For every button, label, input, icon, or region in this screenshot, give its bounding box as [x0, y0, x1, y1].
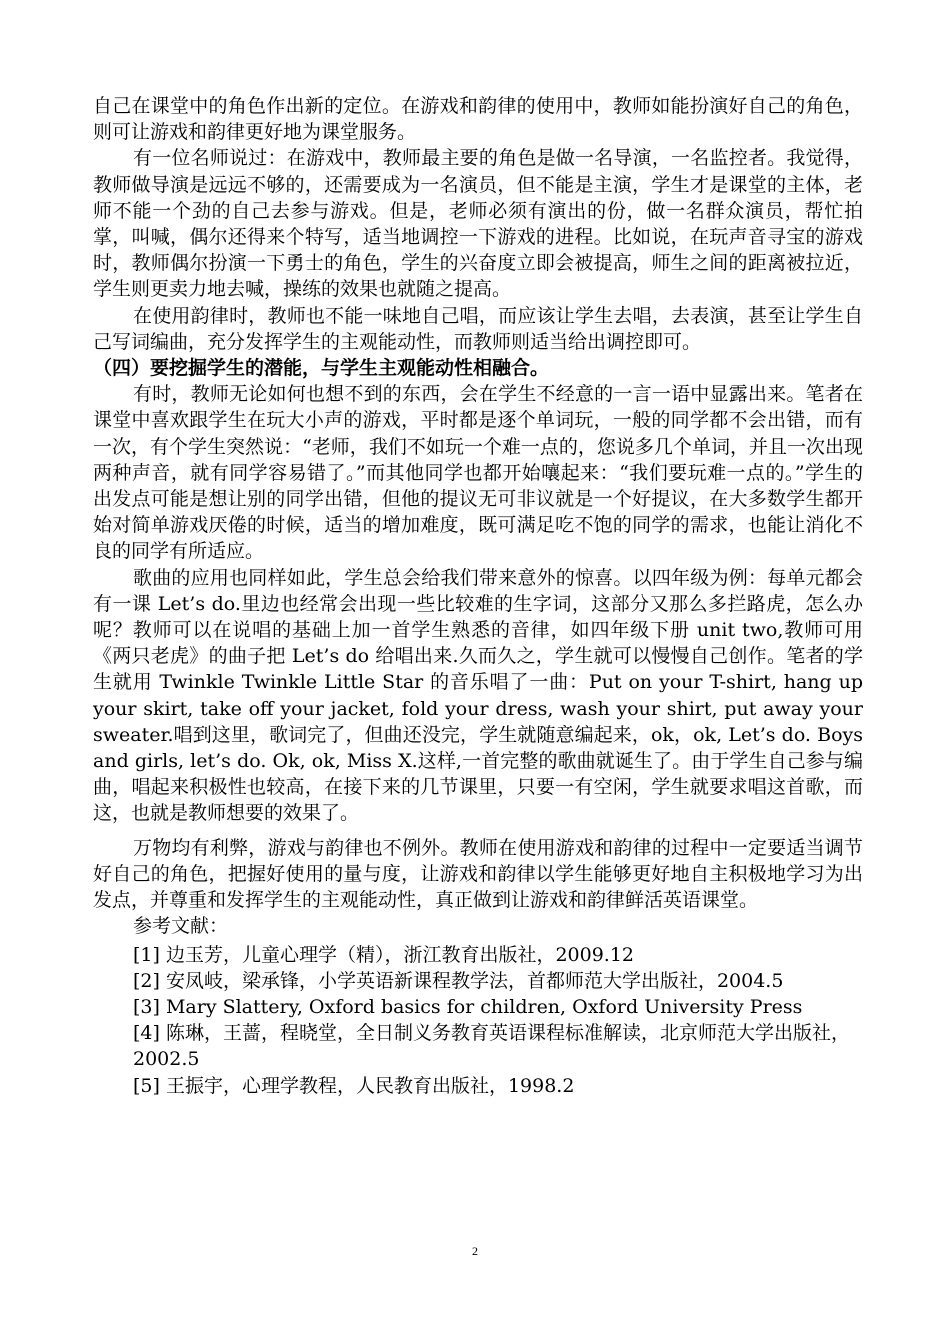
reference-item: [4] 陈琳，王蔷，程晓堂，全日制义务教育英语课程标准解读，北京师范大学出版社，2002.5 — [133, 1022, 850, 1071]
document-page — [93, 93, 863, 1099]
reference-item: [2] 安凤岐，梁承锋，小学英语新课程教学法，首都师范大学出版社，2004.5 — [133, 969, 784, 992]
reference-item: [1] 边玉芳，儿童心理学（精），浙江教育出版社，2009.12 — [133, 943, 635, 966]
paragraph-conclusion: 万物均有利弊，游戏与韵律也不例外。教师在使用游戏和韵律的过程中一定要适当调节好自己的角色，把握好使用的量与度，让游戏和韵律以学生能够更好地自主积极地学习为出发点，并尊重和发挥学生的主观能动性，真正做到让游戏和韵律鲜活英语课堂。 — [93, 836, 863, 912]
references-title: 参考文献： — [133, 915, 229, 938]
paragraph-rhythm-usage: 在使用韵律时，教师也不能一味地自己唱，而应该让学生去唱，去表演，甚至让学生自己写词编曲，充分发挥学生的主观能动性，而教师则适当给出调控即可。 — [93, 304, 863, 353]
reference-list — [93, 942, 863, 1099]
paragraph-song-application: 歌曲的应用也同样如此，学生总会给我们带来意外的惊喜。以四年级为例：每单元都会有一课 Let’s do.里边也经常会出现一些比较难的生字词，这部分又那么多拦路虎，怎么办呢？教师可以在说唱的基础上加一首学生熟悉的音律，如四年级下册 unit two,教师可用《两只老虎》的曲子把 Let’s do 给唱出来.久而久之，学生就可以慢慢自己创作。笔者的学生就用 Twinkle Twinkle Little Star 的音乐唱了一曲：Put on your T-shirt, hang up your skirt, take off your jacket, fold your dress, wash your shirt, put away your sweater.唱到这里，歌词完了，但曲还没完，学生就随意编起来，ok，ok, Let’s do. Boys and girls, let’s do. Ok, ok, Miss X.这样,一首完整的歌曲就诞生了。由于学生自己参与编曲，唱起来积极性也较高，在接下来的几节课里，只要一有空闲，学生就要求唱这首歌，而这，也就是教师想要的效果了。 — [93, 566, 863, 825]
reference-item: [5] 王振宇，心理学教程，人民教育出版社，1998.2 — [133, 1074, 575, 1097]
section-heading-four: （四）要挖掘学生的潜能，与学生主观能动性相融合。 — [93, 357, 550, 380]
paragraph-teacher-as-actor: 有一位名师说过：在游戏中，教师最主要的角色是做一名导演，一名监控者。我觉得，教师做导演是远远不够的，还需要成为一名演员，但不能是主演，学生才是课堂的主体，老师不能一个劲的自己去参与游戏。但是，老师必须有演出的份，做一名群众演员，帮忙拍掌，叫喊，偶尔还得来个特写，适当地调控一下游戏的进程。比如说，在玩声音寻宝的游戏时，教师偶尔扮演一下勇士的角色，学生的兴奋度立即会被提高，师生之间的距离被拉近，学生则更卖力地去喊，操练的效果也就随之提高。 — [93, 147, 863, 301]
paragraph-student-potential: 有时，教师无论如何也想不到的东西，会在学生不经意的一言一语中显露出来。笔者在课堂中喜欢跟学生在玩大小声的游戏，平时都是逐个单词玩，一般的同学都不会出错，而有一次，有个学生突然说：“老师，我们不如玩一个难一点的，您说多几个单词，并且一次出现两种声音，就有同学容易错了。”而其他同学也都开始嚷起来：“我们要玩难一点的。”学生的出发点可能是想让别的同学出错，但他的提议无可非议就是一个好提议，在大多数学生都开始对简单游戏厌倦的时候，适当的增加难度，既可满足吃不饱的同学的需求，也能让消化不良的同学有所适应。 — [93, 383, 863, 563]
paragraph-role-positioning: 自己在课堂中的角色作出新的定位。在游戏和韵律的使用中，教师如能扮演好自己的角色，则可让游戏和韵律更好地为课堂服务。 — [93, 95, 863, 144]
page-number: 2 — [472, 1244, 478, 1258]
reference-item: [3] Mary Slattery, Oxford basics for children, Oxford University Press — [133, 995, 803, 1018]
